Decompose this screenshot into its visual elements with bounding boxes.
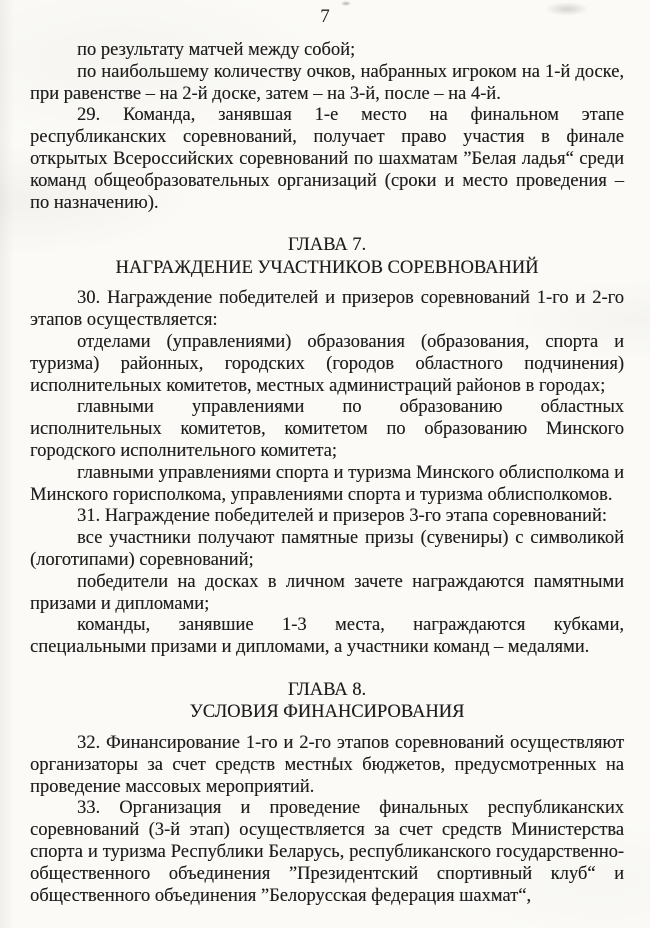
- chapter-heading: [30, 234, 624, 279]
- page-number: 7: [320, 6, 330, 27]
- paragraph: все участники получают памятные призы (сувениры) с символикой (логотипами) соревнований;: [30, 528, 624, 570]
- paragraph: 30. Награждение победителей и призеров соревнований 1-го и 2-го этапов осуществляется:: [30, 288, 624, 331]
- paragraph: главными управлениями по образованию областных исполнительных комитетов, комитетом по образованию Минского городского исполнительного комитета;: [30, 397, 624, 461]
- paragraph: 32. Финансирование 1-го и 2-го этапов соревнований осуществляют организаторы за счет средств местных бюджетов, предусмотренных на проведение массовых мероприятий.: [30, 732, 624, 797]
- paragraph: 33. Организация и проведение финальных республиканских соревнований (3-й этап) осуществляется за счет средств Министерства спорта и туризма Республики Беларусь, республиканского государственно-общественного объединения ”Президентский спортивный клуб“ и общественного объединения ”Белорусская федерация шахмат“,: [30, 798, 624, 906]
- scan-edge-shading: [0, 0, 14, 928]
- chapter-heading: [30, 679, 624, 724]
- paragraph: главными управлениями спорта и туризма Минского облисполкома и Минского горисполкома, управлениями спорта и туризма облисполкомов.: [30, 462, 624, 505]
- chapter-number-line: ГЛАВА 7.: [287, 235, 367, 256]
- chapter-title-line: УСЛОВИЯ ФИНАНСИРОВАНИЯ: [189, 702, 465, 723]
- paragraph: по наибольшему количеству очков, набранных игроком на 1-й доске, при равенстве – на 2-й доске, затем – на 3-й, после – на 4-й.: [30, 61, 624, 104]
- chapter-title-line: НАГРАЖДЕНИЕ УЧАСТНИКОВ СОРЕВНОВАНИЙ: [115, 257, 539, 278]
- paragraph: команды, занявшие 1-3 места, награждаются кубками, специальными призами и дипломами, а участники команд – медалями.: [30, 615, 624, 658]
- paragraph: 31. Награждение победителей и призеров 3-го этапа соревнований:: [77, 506, 607, 527]
- paragraph: 29. Команда, занявшая 1-е место на финальном этапе республиканских соревнований, получает право участия в финале открытых Всероссийских соревнований по шахматам ”Белая ладья“ среди команд общеобразовательных организаций (сроки и место проведения – по назначению).: [30, 105, 624, 213]
- paragraph: отделами (управлениями) образования (образования, спорта и туризма) районных, городских (городов областного подчинения) исполнительных комитетов, местных администраций районов в городах;: [30, 331, 624, 396]
- paragraph: победители на досках в личном зачете награждаются памятными призами и дипломами;: [30, 571, 624, 614]
- chapter-number-line: ГЛАВА 8.: [287, 679, 367, 700]
- paragraph: по результату матчей между собой;: [77, 40, 356, 60]
- document-body: [30, 40, 624, 907]
